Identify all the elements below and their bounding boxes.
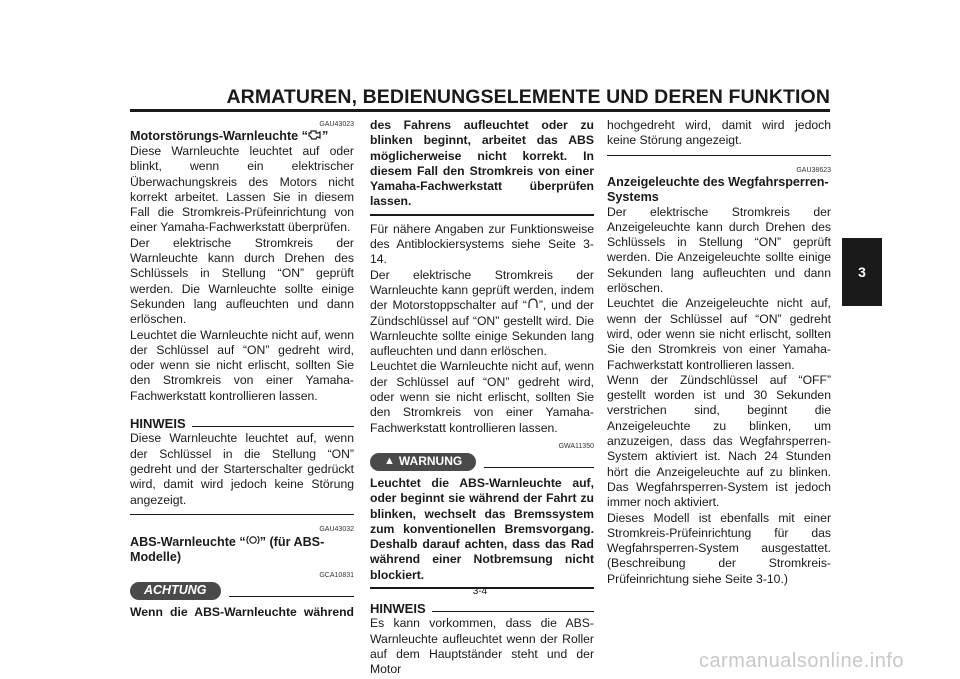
hinweis-text: Diese Warnleuchte leuchtet auf, wenn der Schlüssel in die Stellung “ON” gedreht und der Starterschalter gedrückt wird, damit wird jedoch keine Störung angezeigt. [130, 431, 354, 507]
divider [370, 214, 594, 216]
hinweis-text: Es kann vorkommen, dass die ABS-Warnleuchte aufleuchtet wenn der Roller auf dem Hauptständer steht und der Motor [370, 616, 594, 677]
run-icon [527, 298, 539, 313]
paragraph: Leuchtet die Warnleuchte nicht auf, wenn der Schlüssel auf “ON” gedreht wird, oder wenn sie nicht erlischt, sollten Sie den Stromkreis von einer Yamaha-Fachwerkstatt kontrollieren lassen. [130, 327, 354, 403]
divider [484, 467, 594, 468]
hinweis-heading [130, 416, 354, 431]
achtung-text: Wenn die ABS-Warnleuchte während [130, 604, 354, 619]
warnung-heading [370, 453, 594, 471]
warning-icon: ▲ [384, 455, 395, 468]
section-title-immobilizer: Anzeigeleuchte des Wegfahrsperren-Systems [607, 174, 829, 204]
hinweis-label: HINWEIS [370, 601, 426, 617]
warnung-text: Leuchtet die ABS-Warnleuchte auf, oder beginnt sie während der Fahrt zu blinken, wechselt das Bremssystem zum konventionellen Bremsvorgang. Deshalb darauf achten, dass das Rad während einer Notbremsung nicht blockiert. [370, 475, 594, 582]
section-code: GAU43032 [319, 525, 354, 533]
section-code: GCA10831 [319, 571, 354, 579]
section-code: GAU38623 [796, 166, 831, 174]
section-title-abs-warning: ABS-Warnleuchte “ ” (für ABS-Modelle) [130, 534, 325, 564]
section-code: GWA11350 [558, 442, 594, 450]
engine-icon [308, 129, 322, 144]
divider [130, 514, 354, 515]
divider [607, 155, 831, 156]
paragraph: Der elektrische Stromkreis der Warnleuchte kann durch Drehen des Schlüssels in Stellung “ON” geprüft werden. Die Warnleuchte sollte einige Sekunden lang aufleuchten und dann erlöschen. [130, 235, 354, 327]
paragraph: Leuchtet die Anzeigeleuchte nicht auf, wenn der Schlüssel auf “ON” gedreht wird, oder wenn sie nicht erlischt, sollten Sie den Stromkreis von einer Yamaha-Fachwerkstatt kontrollieren lassen. [607, 296, 831, 372]
section-title-engine-warning: Motorstörungs-Warnleuchte “ ” [130, 129, 329, 143]
page-number: 3-4 [472, 586, 488, 597]
paragraph: Diese Warnleuchte leuchtet auf oder blinkt, wenn ein elektrischer Überwachungskreis des Motors nicht korrekt arbeitet. Lassen Sie in diesem Fall die Stromkreis-Prüfeinrichtung von einer Yamaha-Fachwerkstatt überprüfen. [130, 144, 354, 235]
abs-icon [246, 534, 260, 550]
watermark: carmanualsonline.info [698, 650, 904, 672]
column-3 [607, 118, 831, 587]
chapter-tab[interactable]: 3 [842, 238, 882, 306]
paragraph: Für nähere Angaben zur Funktionsweise des Antiblockiersystems siehe Seite 3-14. [370, 221, 594, 267]
column-1 [130, 118, 354, 620]
paragraph: Der elektrische Stromkreis der Anzeigeleuchte kann durch Drehen des Schlüssels in Stellung “ON” geprüft werden. Die Anzeigeleuchte sollte einige Sekunden lang aufleuchten und dann erlöschen. [607, 204, 831, 296]
paragraph: Dieses Modell ist ebenfalls mit einer Stromkreis-Prüfeinrichtung für das Wegfahrsperren-System ausgestattet. (Beschreibung der Stromkreis-Prüfeinrichtung siehe Seite 3-10.) [607, 510, 831, 586]
section-code: GAU43023 [319, 121, 354, 128]
achtung-badge: ACHTUNG [130, 582, 221, 600]
hinweis-heading [370, 601, 594, 616]
paragraph: Der elektrische Stromkreis der Warnleuchte kann geprüft werden, indem der Motorstoppschalter auf “ ”, und der Zündschlüssel auf “ON” gestellt wird. Die Warnleuchte sollte einige Sekunden lang aufleuchten und dann erlöschen. [370, 267, 594, 359]
achtung-text-continued: des Fahrens aufleuchtet oder zu blinken beginnt, arbeitet das ABS möglicherweise nicht korrekt. In diesem Fall den Stromkreis von einer Yamaha-Fachwerkstatt überprüfen lassen. [370, 118, 594, 209]
divider [432, 611, 594, 612]
warnung-badge: ▲ WARNUNG [370, 453, 476, 471]
hinweis-label: HINWEIS [130, 416, 186, 432]
paragraph: Wenn der Zündschlüssel auf “OFF” gestellt worden ist und 30 Sekunden verstrichen sind, beginnt die Anzeigeleuchte zu blinken, um anzuzeigen, dass das Wegfahrsperren-System aktiviert ist. Nach 24 Stunden hört die Anzeigeleuchte auf zu blinken. Das Wegfahrsperren-System ist jedoch immer noch aktiviert. [607, 372, 831, 510]
paragraph: Leuchtet die Warnleuchte nicht auf, wenn der Schlüssel auf “ON” gedreht wird, oder wenn sie nicht erlischt, sollten Sie den Stromkreis von einer Yamaha-Fachwerkstatt kontrollieren lassen. [370, 359, 594, 435]
divider [192, 426, 354, 427]
page-header-title: ARMATUREN, BEDIENUNGSELEMENTE UND DEREN FUNKTION [226, 86, 830, 108]
header-rule [130, 109, 830, 112]
hinweis-text-continued: hochgedreht wird, damit wird jedoch keine Störung angezeigt. [607, 118, 831, 148]
